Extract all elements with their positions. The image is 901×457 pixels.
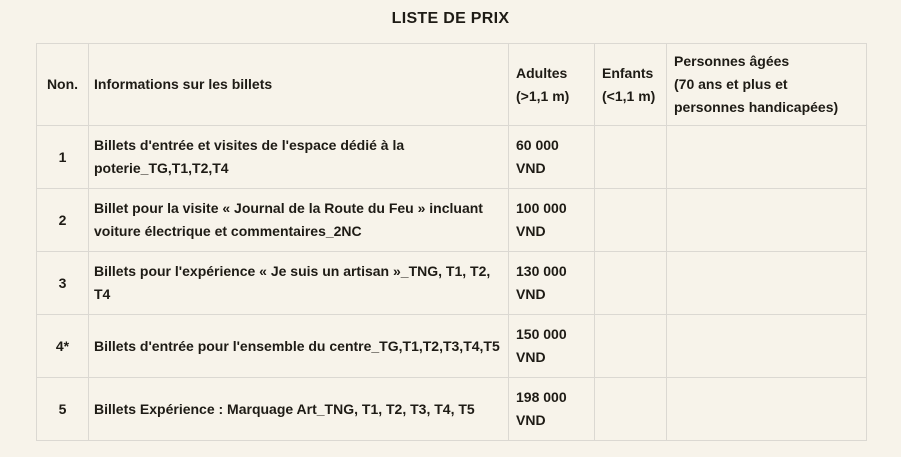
price-amount: 100 000 — [516, 200, 567, 216]
price-amount: 150 000 — [516, 326, 567, 342]
senior-price-cell — [667, 315, 867, 378]
column-header-agees-line1: Personnes âgées — [674, 53, 790, 69]
row-number-cell: 2 — [37, 189, 89, 252]
table-row — [37, 252, 867, 315]
ticket-info-cell: Billets pour l'expérience « Je suis un artisan »_TNG, T1, T2, T4 — [89, 252, 509, 315]
page-title: LISTE DE PRIX — [391, 10, 510, 27]
child-price-cell — [595, 126, 667, 189]
column-header-enfants — [595, 44, 667, 126]
table-row — [37, 315, 867, 378]
senior-price-cell — [667, 378, 867, 441]
column-header-enfants-line1: Enfants — [602, 64, 654, 81]
price-table — [36, 43, 867, 441]
price-currency: VND — [516, 223, 546, 239]
column-header-adultes-line1: Adultes — [516, 64, 568, 81]
row-number-cell: 3 — [37, 252, 89, 315]
adult-price-cell — [509, 189, 595, 252]
senior-price-cell — [667, 252, 867, 315]
row-number-cell: 5 — [37, 378, 89, 441]
price-amount: 60 000 — [516, 137, 559, 153]
adult-price-cell — [509, 252, 595, 315]
ticket-info-cell: Billet pour la visite « Journal de la Route du Feu » incluant voiture électrique et commentaires_2NC — [89, 189, 509, 252]
column-header-agees — [667, 44, 867, 126]
price-currency: VND — [516, 160, 546, 176]
price-currency: VND — [516, 286, 546, 302]
table-row — [37, 378, 867, 441]
child-price-cell — [595, 189, 667, 252]
column-header-info: Informations sur les billets — [89, 44, 509, 126]
child-price-cell — [595, 378, 667, 441]
ticket-info-cell: Billets d'entrée et visites de l'espace dédié à la poterie_TG,T1,T2,T4 — [89, 126, 509, 189]
ticket-info-cell: Billets Expérience : Marquage Art_TNG, T1, T2, T3, T4, T5 — [89, 378, 509, 441]
row-number-cell: 4* — [37, 315, 89, 378]
column-header-non: Non. — [37, 44, 89, 126]
price-currency: VND — [516, 412, 546, 428]
senior-price-cell — [667, 189, 867, 252]
table-row — [37, 189, 867, 252]
column-header-adultes — [509, 44, 595, 126]
price-amount: 130 000 — [516, 263, 567, 279]
price-currency: VND — [516, 349, 546, 365]
price-amount: 198 000 — [516, 389, 567, 405]
column-header-agees-line2: (70 ans et plus et — [674, 76, 788, 92]
child-price-cell — [595, 252, 667, 315]
adult-price-cell — [509, 126, 595, 189]
child-price-cell — [595, 315, 667, 378]
adult-price-cell — [509, 315, 595, 378]
column-header-adultes-line2: (>1,1 m) — [516, 87, 570, 104]
column-header-agees-line3: personnes handicapées) — [674, 99, 839, 115]
header-row — [37, 44, 867, 126]
row-number-cell: 1 — [37, 126, 89, 189]
senior-price-cell — [667, 126, 867, 189]
column-header-enfants-line2: (<1,1 m) — [602, 87, 656, 104]
table-row — [37, 126, 867, 189]
ticket-info-cell: Billets d'entrée pour l'ensemble du centre_TG,T1,T2,T3,T4,T5 — [89, 315, 509, 378]
adult-price-cell — [509, 378, 595, 441]
